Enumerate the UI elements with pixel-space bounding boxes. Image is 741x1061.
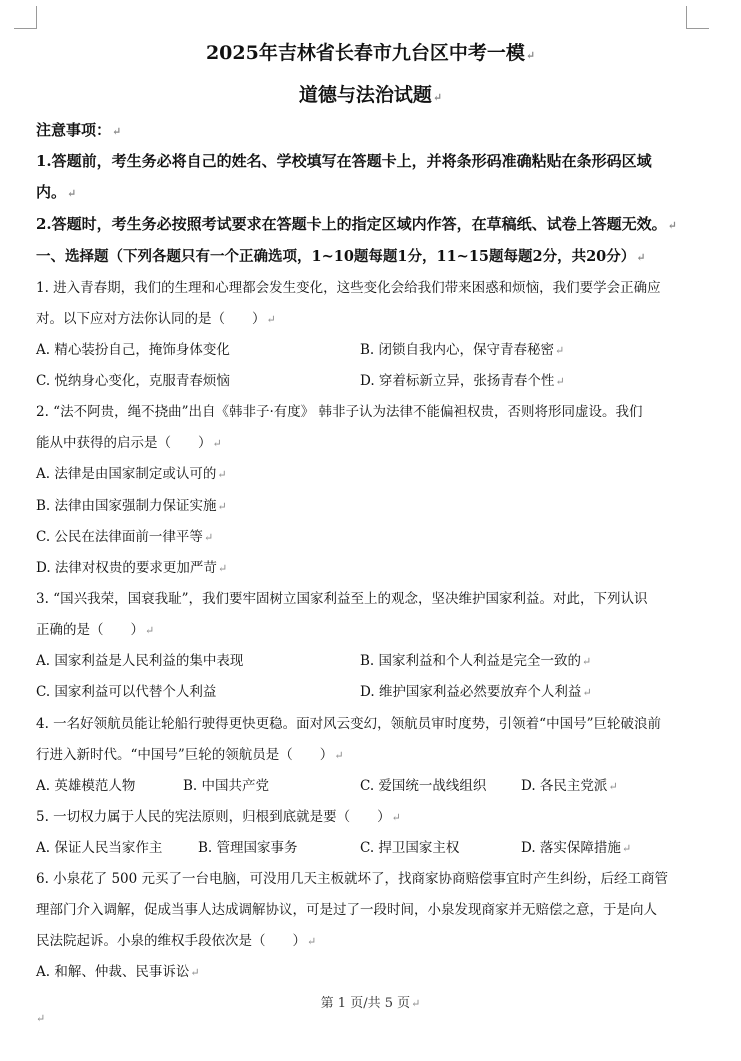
question-3-option-a: A. 国家利益是人民利益的集中表现 xyxy=(36,653,244,669)
question-4-line-1: 4. 一名好领航员能让轮船行驶得更快更稳。面对风云变幻，领航员审时度势，引领着“中国号”巨轮破浪前 xyxy=(36,716,661,732)
question-4-options-row xyxy=(36,774,711,794)
question-2-option-c: C. 公民在法律面前一律平等↵ xyxy=(36,529,214,545)
question-3-options-row-2 xyxy=(36,680,711,700)
question-1-options-row-1 xyxy=(36,338,711,358)
page-footer: 第 1 页/共 5 页↵ xyxy=(320,996,421,1011)
notice-heading: 注意事项：↵ xyxy=(36,121,122,139)
question-4-option-d: D. 各民主党派↵ xyxy=(521,778,618,794)
notice-item-1-line-2: 内。↵ xyxy=(36,183,77,201)
question-1-option-a: A. 精心装扮自己，掩饰身体变化 xyxy=(36,342,230,358)
question-1-option-b: B. 闭锁自我内心，保守青春秘密↵ xyxy=(360,342,565,358)
question-1-line-2: 对。以下应对方法你认同的是（ ）↵ xyxy=(36,311,276,327)
question-5-option-a: A. 保证人民当家作主 xyxy=(36,840,163,856)
question-6-line-2: 理部门介入调解，促成当事人达成调解协议，可是过了一段时间，小泉发现商家并无赔偿之意，于是向人 xyxy=(36,902,657,918)
question-3-line-2: 正确的是（ ）↵ xyxy=(36,622,155,638)
question-3-option-b: B. 国家利益和个人利益是完全一致的↵ xyxy=(360,653,592,669)
question-3-line-1: 3. “国兴我荣，国衰我耻”，我们要牢固树立国家利益至上的观念，坚决维护国家利益。对此，下列认识 xyxy=(36,591,648,607)
question-2-line-2: 能从中获得的启示是（ ）↵ xyxy=(36,435,222,451)
question-3-option-c: C. 国家利益可以代替个人利益 xyxy=(36,684,217,700)
notice-item-1-line-1: 1.答题前，考生务必将自己的姓名、学校填写在答题卡上，并将条形码准确粘贴在条形码区域 xyxy=(36,152,652,170)
question-1-option-d: D. 穿着标新立异，张扬青春个性↵ xyxy=(360,373,565,389)
notice-item-2: 2.答题时，考生务必按照考试要求在答题卡上的指定区域内作答，在草稿纸、试卷上答题无效。↵ xyxy=(36,215,677,233)
exam-title: 2025年吉林省长春市九台区中考一模↵ xyxy=(205,42,536,64)
question-6-option-a: A. 和解、仲裁、民事诉讼↵ xyxy=(36,964,200,980)
question-4-option-b: B. 中国共产党 xyxy=(183,778,270,794)
question-2-option-a: A. 法律是由国家制定或认可的↵ xyxy=(36,466,227,482)
question-6-line-1: 6. 小泉花了 500 元买了一台电脑，可没用几天主板就坏了，找商家协商赔偿事宜时产生纠纷，后经工商管 xyxy=(36,871,669,887)
question-4-option-a: A. 英雄模范人物 xyxy=(36,778,136,794)
question-2-option-d: D. 法律对权贵的要求更加严苛↵ xyxy=(36,560,228,576)
question-1-option-c: C. 悦纳身心变化，克服青春烦恼 xyxy=(36,373,230,389)
question-4-line-2: 行进入新时代。“中国号”巨轮的领航员是（ ）↵ xyxy=(36,747,344,763)
question-2-line-1: 2. “法不阿贵，绳不挠曲”出自《韩非子·有度》 韩非子认为法律不能偏袒权贵，否则将形同虚设。我们 xyxy=(36,404,643,420)
question-1-options-row-2 xyxy=(36,369,711,389)
question-5-option-c: C. 捍卫国家主权 xyxy=(360,840,460,856)
question-4-option-c: C. 爱国统一战线组织 xyxy=(360,778,487,794)
question-6-line-3: 民法院起诉。小泉的维权手段依次是（ ）↵ xyxy=(36,933,317,949)
question-3-options-row-1 xyxy=(36,649,711,669)
question-5-line-1: 5. 一切权力属于人民的宪法原则，归根到底就是要（ ）↵ xyxy=(36,809,401,825)
end-paragraph-mark: ↵ xyxy=(36,1012,46,1025)
question-5-options-row xyxy=(36,836,711,856)
question-2-option-b: B. 法律由国家强制力保证实施↵ xyxy=(36,498,227,514)
crop-mark-top-right xyxy=(686,6,709,29)
question-3-option-d: D. 维护国家利益必然要放弃个人利益↵ xyxy=(360,684,592,700)
exam-subject: 道德与法治试题↵ xyxy=(298,84,443,106)
question-5-option-d: D. 落实保障措施↵ xyxy=(521,840,632,856)
question-1-line-1: 1. 进入青春期，我们的生理和心理都会发生变化，这些变化会给我们带来困惑和烦恼，我们要学会正确应 xyxy=(36,280,661,296)
crop-mark-top-left xyxy=(14,6,37,29)
section-1-heading: 一、选择题（下列各题只有一个正确选项，1~10题每题1分，11~15题每题2分，共20分）↵ xyxy=(36,248,646,265)
question-5-option-b: B. 管理国家事务 xyxy=(198,840,298,856)
